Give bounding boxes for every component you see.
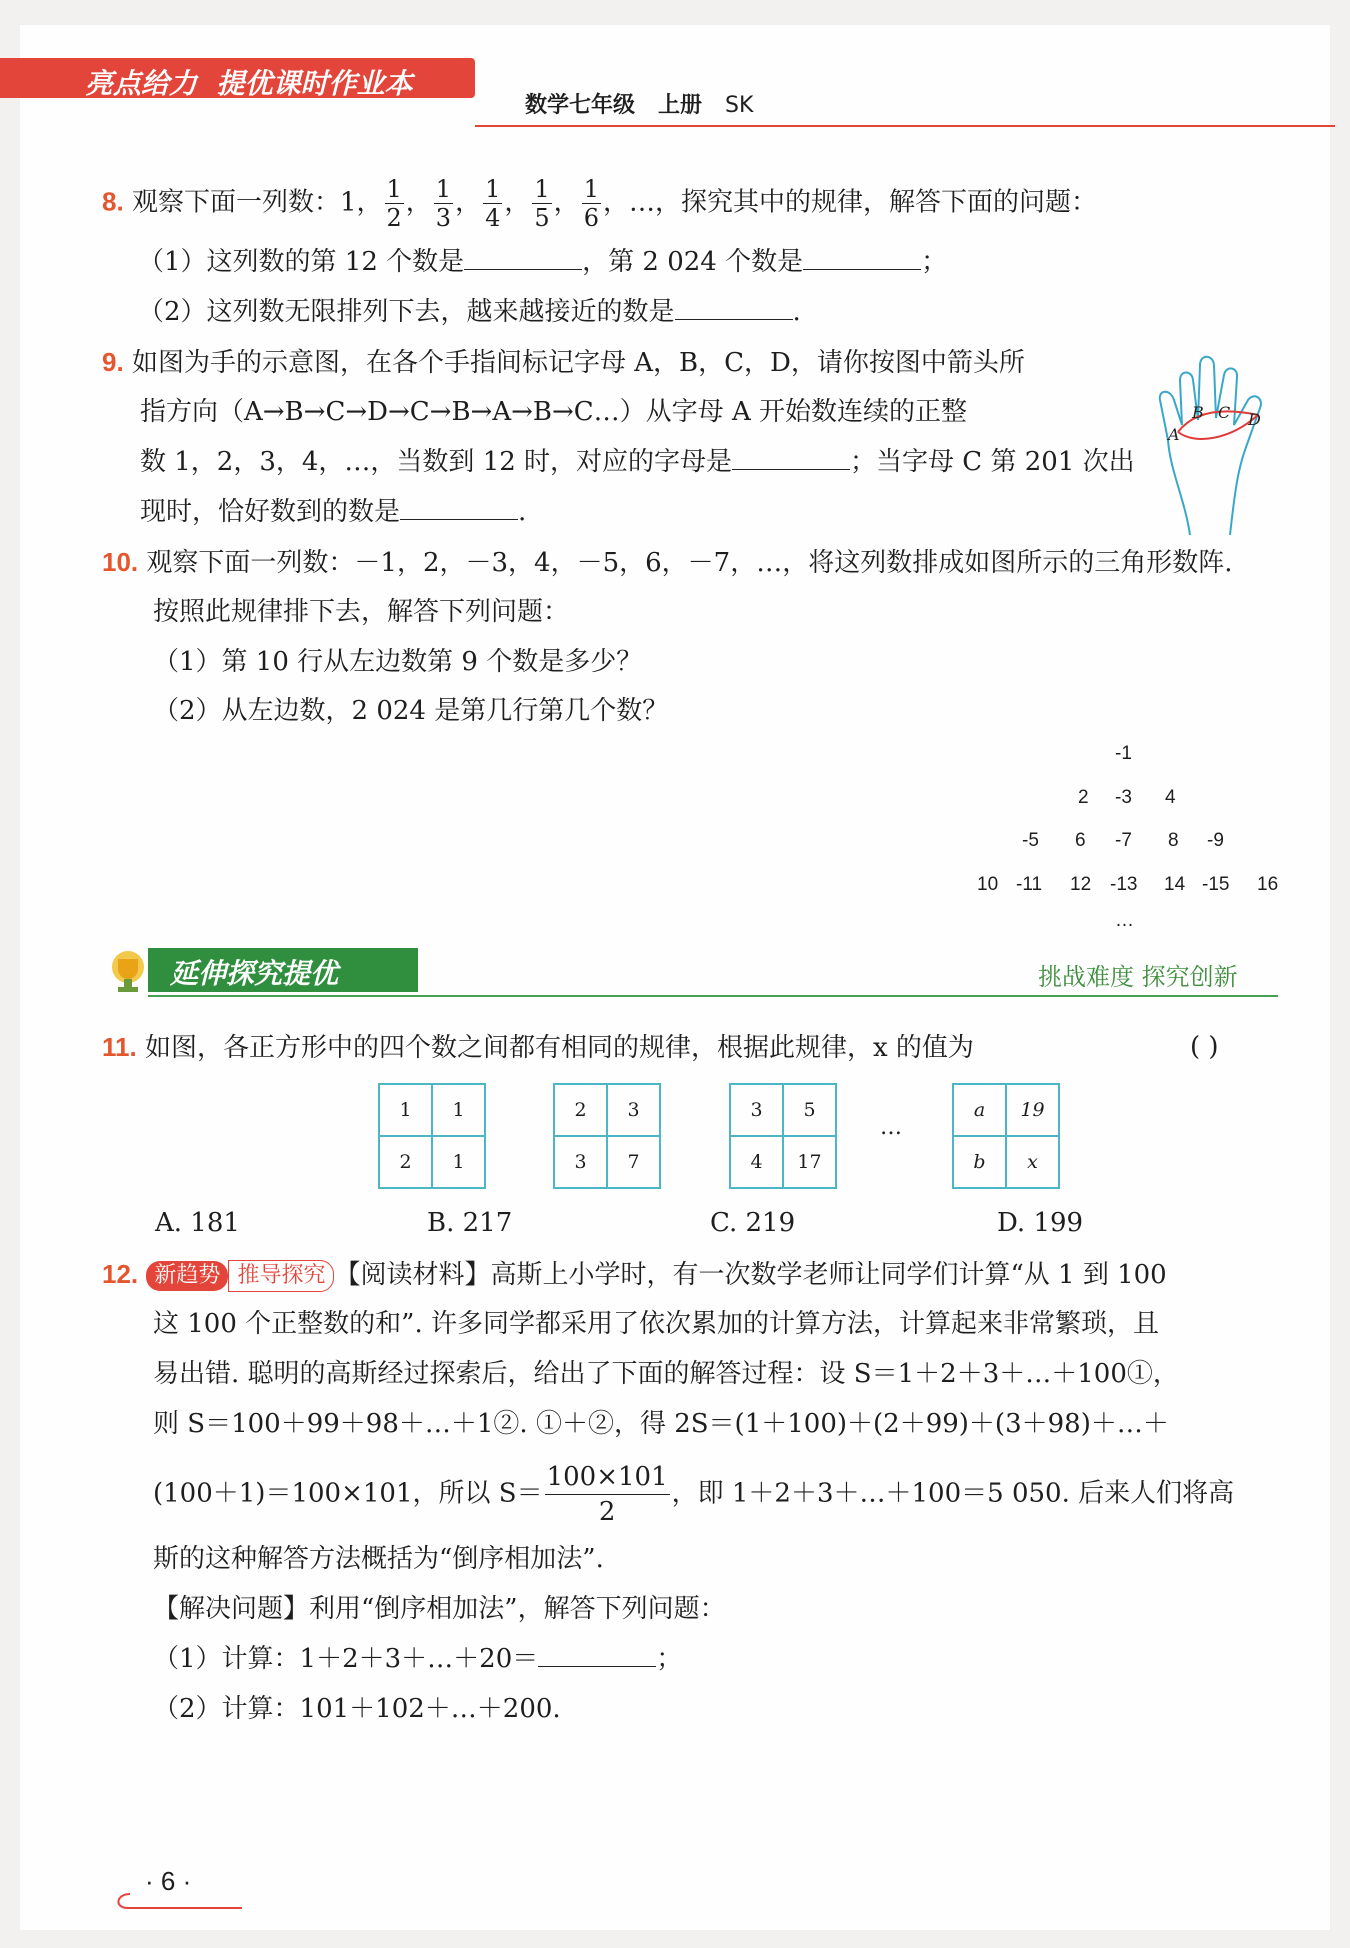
q12-line5: (100＋1)＝100×101，所以 S＝ $\frac{100\times 101}{2}$ ，即 1＋2＋3＋…＋100＝5 050. 后来人们将高 — [153, 1462, 1235, 1527]
section-title: 延伸探究提优 — [170, 957, 339, 990]
tri-cell: 8 — [1168, 830, 1179, 851]
option-c[interactable]: C. 219 — [710, 1208, 796, 1238]
q12-line7: 【解决问题】利用“倒序相加法”，解答下列问题： — [153, 1594, 726, 1624]
header-rule — [475, 125, 1335, 127]
tri-more: … — [1115, 910, 1134, 931]
square-cell: 3 — [730, 1084, 783, 1136]
square-cell: 1 — [379, 1084, 432, 1136]
hand-label-a: A — [1168, 425, 1180, 444]
q9-line4: 现时，恰好数到的数是 . — [140, 497, 527, 527]
tri-cell: -5 — [1022, 830, 1039, 851]
q11-stem: 11. 如图，各正方形中的四个数之间都有相同的规律，根据此规律，x 的值为 — [102, 1032, 974, 1063]
option-d[interactable]: D. 199 — [997, 1208, 1084, 1238]
square-4 — [952, 1083, 1060, 1189]
square-cell: b — [953, 1136, 1006, 1188]
hand-label-d: D — [1248, 410, 1261, 429]
square-cell: 1 — [432, 1136, 485, 1188]
q10-line1: 10. 观察下面一列数：－1，2，－3，4，－5，6，－7，…，将这列数排成如图所示的三角形数阵. — [102, 547, 1233, 578]
squares-ellipsis: … — [880, 1115, 902, 1140]
hand-label-c: C — [1218, 403, 1231, 422]
q8-stem: 8. 观察下面一列数：1， $\frac{1}{2}$ ， $\frac{1}{3}$ ， $\frac{1}{4}$ ， $\frac{1}{5}$ ， $\frac{1}{6}$ ，…，探究其中的规律，解答下面的问题： — [102, 175, 1097, 232]
hand-label-b: B — [1192, 403, 1204, 422]
option-b[interactable]: B. 217 — [427, 1208, 513, 1238]
square-cell: 19 — [1006, 1084, 1059, 1136]
square-cell: 2 — [379, 1136, 432, 1188]
q8-part2: （2）这列数无限排列下去，越来越接近的数是 . — [138, 297, 801, 327]
q12-line1: 12. 新趋势 推导探究 【阅读材料】高斯上小学时，有一次数学老师让同学们计算“从 1 到 100 — [102, 1259, 1167, 1290]
header-brand: 亮点给力 提优课时作业本 — [85, 67, 413, 100]
q12-line3: 易出错. 聪明的高斯经过探索后，给出了下面的解答过程：设 S＝1＋2＋3＋…＋100①， — [153, 1359, 1179, 1389]
q10-line2: 按照此规律排下去，解答下列问题： — [153, 597, 570, 627]
q12-line2: 这 100 个正整数的和”. 许多同学都采用了依次累加的计算方法，计算起来非常繁琐，且 — [153, 1309, 1159, 1339]
tri-cell: -9 — [1207, 830, 1224, 851]
square-cell: 5 — [783, 1084, 836, 1136]
square-cell: 4 — [730, 1136, 783, 1188]
tri-cell: -3 — [1115, 787, 1132, 808]
q12-line6: 斯的这种解答方法概括为“倒序相加法”. — [153, 1544, 604, 1574]
tri-cell: 6 — [1075, 830, 1086, 851]
square-cell: a — [953, 1084, 1006, 1136]
q12-line4: 则 S＝100＋99＋98＋…＋1②. ①＋②，得 2S＝(1＋100)＋(2＋99)＋(3＋98)＋…＋ — [153, 1409, 1169, 1439]
tri-cell: 10 — [977, 874, 999, 895]
square-cell: 17 — [783, 1136, 836, 1188]
q12-part1: （1）计算：1＋2＋3＋…＋20＝ ； — [153, 1644, 683, 1674]
square-cell: 3 — [607, 1084, 660, 1136]
q8-part1: （1）这列数的第 12 个数是 ，第 2 024 个数是 ； — [138, 247, 948, 277]
q10-part2: （2）从左边数，2 024 是第几行第几个数？ — [153, 696, 669, 726]
hand-diagram — [1150, 340, 1290, 540]
q9-line1: 9. 如图为手的示意图，在各个手指间标记字母 A，B，C，D，请你按图中箭头所 — [102, 347, 1025, 378]
section-rule — [148, 995, 1278, 997]
option-a[interactable]: A. 181 — [155, 1208, 240, 1238]
square-cell: 3 — [554, 1136, 607, 1188]
tri-cell: 16 — [1257, 874, 1279, 895]
q9-line3: 数 1，2，3，4，…，当数到 12 时，对应的字母是 ；当字母 C 第 201 次出 — [140, 447, 1135, 477]
square-cell: 2 — [554, 1084, 607, 1136]
tri-cell: 4 — [1165, 787, 1176, 808]
q11-answer-bracket: ( ) — [1190, 1032, 1219, 1062]
header-info: 数学七年级 上册 SK — [525, 93, 754, 118]
tag-derivation: 推导探究 — [228, 1260, 334, 1292]
tri-cell: 12 — [1070, 874, 1092, 895]
q10-part1: （1）第 10 行从左边数第 9 个数是多少？ — [153, 647, 643, 677]
page-number: · 6 · — [145, 1866, 192, 1896]
square-3 — [729, 1083, 837, 1189]
square-cell: 7 — [607, 1136, 660, 1188]
tri-cell: 2 — [1078, 787, 1089, 808]
square-cell: x — [1006, 1136, 1059, 1188]
tri-cell: -13 — [1110, 874, 1138, 895]
q9-line2: 指方向（A→B→C→D→C→B→A→B→C…）从字母 A 开始数连续的正整 — [140, 397, 967, 427]
square-cell: 1 — [432, 1084, 485, 1136]
tri-cell: -11 — [1016, 874, 1043, 895]
tri-cell: -1 — [1115, 743, 1132, 764]
tri-cell: 14 — [1164, 874, 1186, 895]
tri-cell: -15 — [1202, 874, 1230, 895]
tag-new-trend: 新趋势 — [146, 1261, 228, 1291]
q12-part2: （2）计算：101＋102＋…＋200. — [153, 1694, 561, 1724]
square-2 — [553, 1083, 661, 1189]
tri-cell: -7 — [1115, 830, 1132, 851]
square-1 — [378, 1083, 486, 1189]
section-right-label: 挑战难度 探究创新 — [1038, 963, 1238, 991]
